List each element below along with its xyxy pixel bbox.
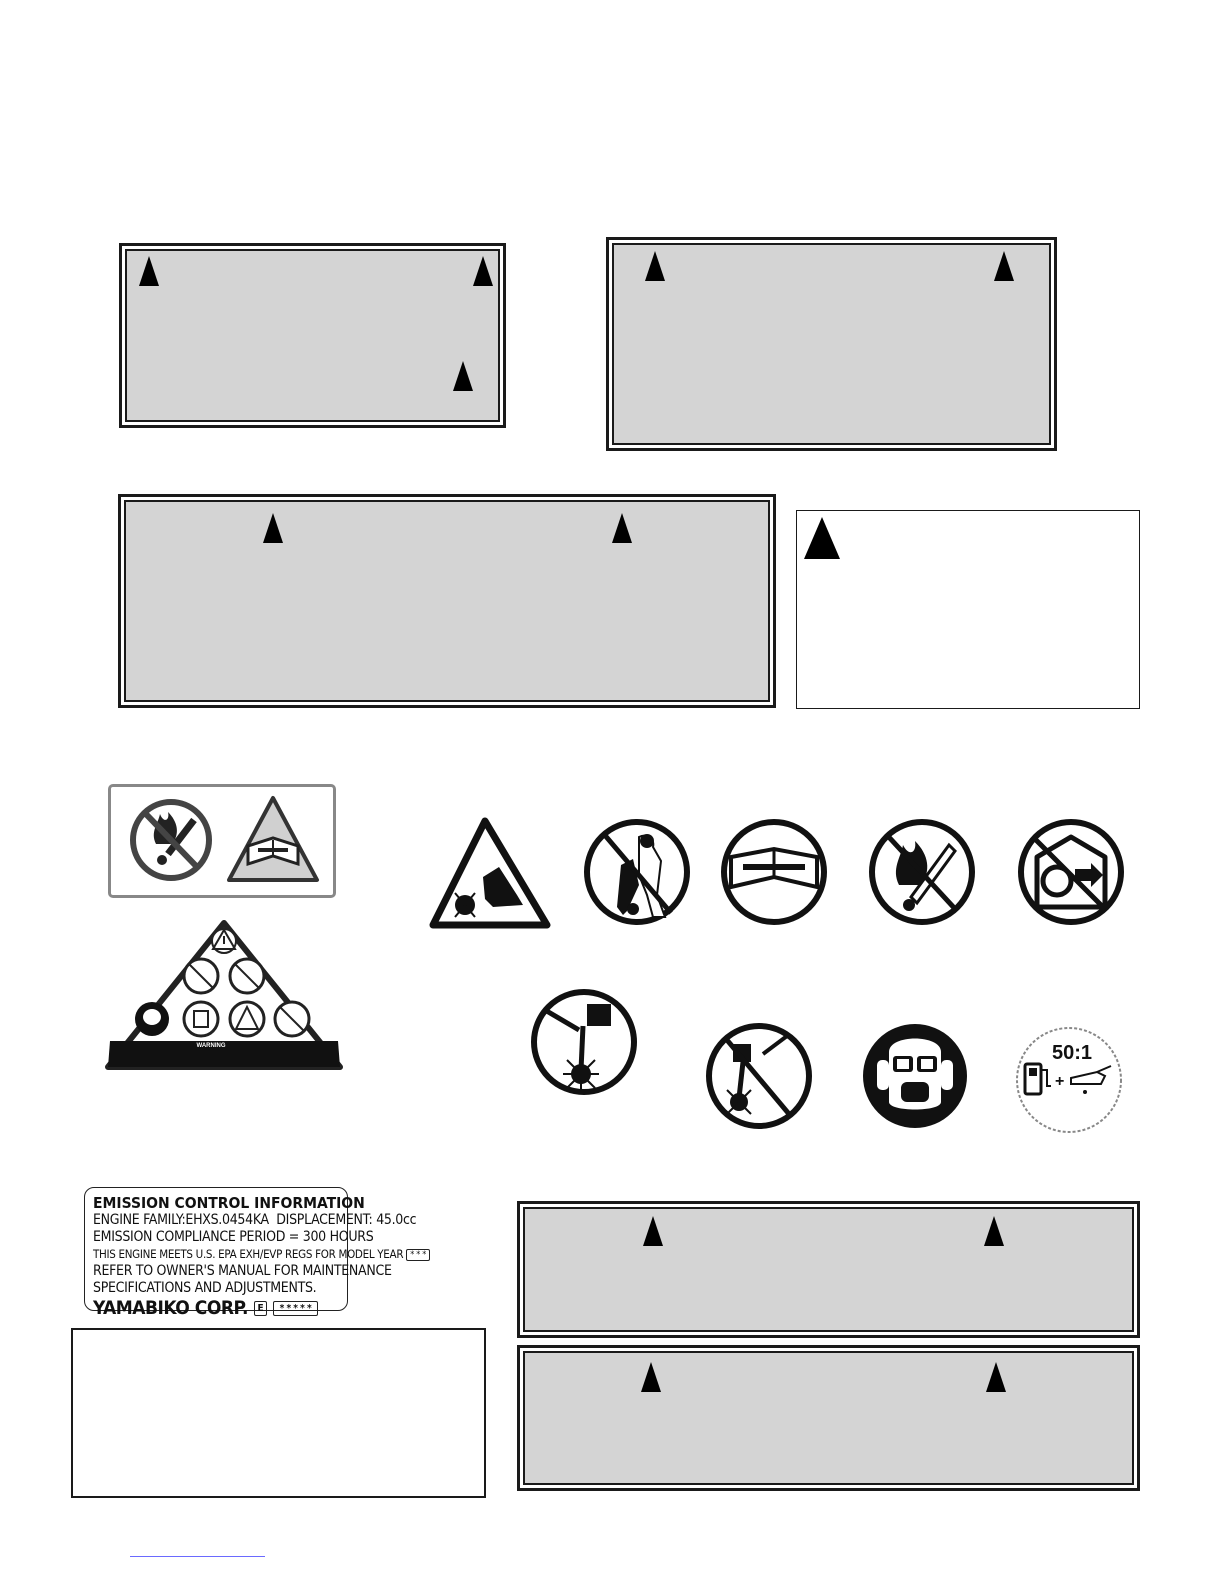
- no-flame-icon: [872, 822, 972, 922]
- warning-panel-bottom-1: [517, 1201, 1140, 1338]
- warning-triangle-icon: [473, 256, 493, 286]
- manufacturer-name: YAMABIKO CORP.: [93, 1297, 249, 1319]
- refer-line-2: SPECIFICATIONS AND ADJUSTMENTS.: [93, 1280, 317, 1296]
- displacement-value: 45.0cc: [376, 1212, 417, 1228]
- read-manual-icon: [229, 798, 317, 880]
- engine-family-line: [93, 1212, 417, 1229]
- emission-title: EMISSION CONTROL INFORMATION: [93, 1194, 365, 1212]
- warning-triangle-icon: [212, 929, 236, 953]
- decal-flame-manual: [108, 784, 336, 898]
- meets-line: [93, 1246, 426, 1263]
- warning-triangle-icon: [139, 256, 159, 286]
- warning-triangle-icon: [984, 1216, 1004, 1246]
- no-indoor-exhaust-icon: [1021, 822, 1121, 922]
- model-year-box: * * *: [406, 1249, 430, 1261]
- warning-triangle-icon: [804, 517, 840, 559]
- keep-bystanders-away-icon: [587, 822, 687, 922]
- engine-family-value: EHXS.0454KA: [185, 1212, 269, 1228]
- warning-panel-top-right: [606, 237, 1057, 451]
- svg-text:+: +: [1055, 1073, 1065, 1090]
- safety-symbols-row-2: [525, 990, 1165, 1140]
- refer-line-1: REFER TO OWNER'S MANUAL FOR MAINTENANCE: [93, 1263, 392, 1279]
- manufacturer-line: [93, 1297, 339, 1319]
- warning-triangle-icon: [994, 251, 1014, 281]
- decal-triangle-warning: [104, 919, 344, 1071]
- warning-triangle-icon: [453, 361, 473, 391]
- spark-hazard-icon: [534, 992, 634, 1092]
- wear-protection-icon: [863, 1024, 967, 1128]
- compliance-line: EMISSION COMPLIANCE PERIOD = 300 HOURS: [93, 1229, 374, 1245]
- warning-triangle-icon: [612, 513, 632, 543]
- warning-panel-bottom-2: [517, 1345, 1140, 1491]
- warning-box-white: [796, 510, 1140, 709]
- meets-text: THIS ENGINE MEETS U.S. EPA EXH/EVP REGS FOR MODEL YEAR: [93, 1247, 404, 1261]
- displacement-label: DISPLACEMENT:: [276, 1212, 373, 1228]
- warning-triangle-icon: [645, 251, 665, 281]
- warning-triangle-icon: [641, 1362, 661, 1392]
- engine-family-label: ENGINE FAMILY:: [93, 1212, 186, 1228]
- warning-triangle-icon: [986, 1362, 1006, 1392]
- no-smoking-flame-icon: [133, 802, 209, 878]
- no-spark-contact-icon: [709, 1026, 809, 1126]
- serial-box: * * * * *: [273, 1301, 319, 1316]
- warning-triangle-icon: [263, 513, 283, 543]
- foot-hazard-icon: [433, 821, 547, 925]
- triangle-decal-warning-title: WARNING: [196, 1043, 226, 1049]
- info-box-bottom-left: [71, 1328, 486, 1498]
- warning-panel-top-left: [119, 243, 506, 428]
- fuel-ratio-label: 50:1: [1051, 1042, 1093, 1064]
- safety-symbols-row-1: [425, 815, 1225, 935]
- class-mark: E: [254, 1301, 268, 1316]
- warning-triangle-icon: [643, 1216, 663, 1246]
- emission-control-label: [84, 1187, 426, 1319]
- warning-panel-middle: [118, 494, 776, 708]
- footer-link-underline: [130, 1556, 265, 1557]
- read-manual-circle-icon: [724, 822, 824, 922]
